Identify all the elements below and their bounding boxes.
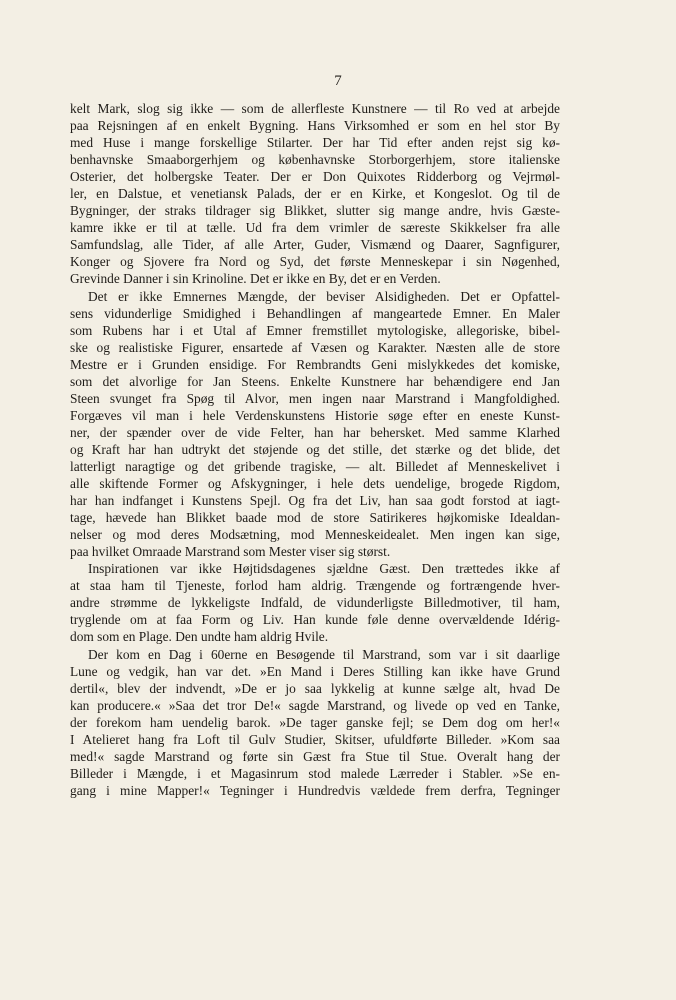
text-line: ske og realistiske Figurer, ensartede af Væsen og Karakter. Næsten alle de store [70, 339, 560, 355]
text-line: dertil«, blev der indvendt, »De er jo saa lykkelig at kunne sælge alt, hvad De [70, 680, 560, 696]
text-line: Der kom en Dag i 60erne en Besøgende til Marstrand, som var i sit daarlige [88, 646, 560, 662]
text-line: benhavnske Smaaborgerhjem og københavnske Storborgerhjem, store italienske [70, 152, 560, 168]
text-line: Billeder i Mængde, i et Magasinrum stod malede Lærreder i Stabler. »Se en- [70, 765, 560, 781]
text-line: ler, en Dalstue, et venetiansk Palads, der er en Kirke, et Kongeslot. Og til de [70, 186, 560, 202]
text-line: har han indfanget i Kunstens Spejl. Og fra det Liv, han saa godt forstod at iagt- [70, 493, 560, 509]
text-line: som det alvorlige for Jan Steens. Enkelte Kunstnere har behændigere end Jan [70, 373, 560, 389]
text-line: der forekom ham uendelig barok. »De tager ganske fejl; se Dem dog om her!« [70, 714, 560, 730]
text-line: ner, der spænder over de vide Felter, han har behersket. Med samme Klarhed [70, 424, 560, 440]
text-line: Inspirationen var ikke Højtidsdagenes sjældne Gæst. Den trættedes ikke af [88, 561, 560, 577]
text-line: som Rubens har i et Utal af Emner fremstillet mytologiske, allegoriske, bibel- [70, 322, 560, 338]
text-line: Samfundslag, alle Tider, af alle Arter, Guder, Vismænd og Daarer, Sagnfigurer, [70, 237, 560, 253]
text-line: kan producere.« »Saa det tror De!« sagde Marstrand, og livede op ved en Tanke, [70, 697, 560, 713]
text-line: tryglende om at faa Form og Liv. Han kunde føle denne overvældende Idérig- [70, 612, 560, 628]
text-line: Lune og vedgik, han var det. »En Mand i Deres Stilling kan ikke have Grund [70, 663, 560, 679]
text-line: Forgæves vil man i hele Verdenskunstens Historie søge efter en eneste Kunst- [70, 407, 560, 423]
text-line: tage, hævede han Blikket baade mod de store Satirikeres højkomiske Idealdan- [70, 510, 560, 526]
text-line: Konger og Sjovere fra Nord og Syd, det første Menneskepar i sin Nøgenhed, [70, 254, 560, 270]
text-line: Mestre er i Grunden ensidige. For Rembrandts Geni mislykkedes det komiske, [70, 356, 560, 372]
text-line: Osterier, det holbergske Teater. Der er Don Quixotes Ridderborg og Vejrmøl- [70, 169, 560, 185]
text-line: med!« sagde Marstrand og førte sin Gæst fra Stue til Stue. Overalt hang der [70, 748, 560, 764]
page-number: 7 [334, 73, 342, 89]
text-line: latterligt naragtige og det gribende tragiske, — alt. Billedet af Menneskelivet i [70, 458, 560, 474]
text-line: gang i mine Mapper!« Tegninger i Hundredvis vældede frem derfra, Tegninger [70, 782, 560, 798]
text-line: Steen svunget fra Spøg til Alvor, men ingen naar Marstrand i Mangfoldighed. [70, 390, 560, 406]
text-line: nelser og mod deres Modsætning, mod Menneskeidealet. Men ingen kan sige, [70, 527, 560, 543]
text-line: kamre ikke er til at tælle. Ud fra dem vrimler de særeste Skikkelser fra alle [70, 220, 560, 236]
body-text [70, 100, 560, 799]
text-line: paa hvilket Omraade Marstrand som Mester viser sig størst. [70, 544, 391, 560]
text-line: andre strømme de lykkeligste Indfald, de vidunderligste Billedmotiver, til ham, [70, 595, 560, 611]
text-line: Grevinde Danner i sin Krinoline. Det er ikke en By, det er en Verden. [70, 271, 441, 287]
text-line: I Atelieret hang fra Loft til Gulv Studier, Skitser, ufuldførte Billeder. »Kom saa [70, 731, 560, 747]
text-line: dom som en Plage. Den undte ham aldrig Hvile. [70, 629, 329, 645]
text-line: Bygninger, der straks tildrager sig Blikket, slutter sig mange andre, hvis Gæste- [70, 203, 560, 219]
text-line: med Huse i mange forskellige Stilarter. Der har Tid efter anden rejst sig kø- [70, 135, 560, 151]
text-line: kelt Mark, slog sig ikke — som de allerfleste Kunstnere — til Ro ved at arbejde [70, 101, 560, 116]
text-line: at staa ham til Tjeneste, forlod ham aldrig. Trængende og fortrængende hver- [70, 578, 560, 594]
text-line: paa Rejsningen af en enkelt Bygning. Hans Virksomhed er som en hel stor By [70, 118, 560, 134]
text-line: og Kraft har han udtrykt det støjende og det stille, det stærke og det blide, det [70, 441, 560, 457]
text-line: Det er ikke Emnernes Mængde, der beviser Alsidigheden. Det er Opfattel- [88, 288, 560, 304]
text-line: alle skiftende Former og Afskygninger, i hele dets uendelige, brogede Rigdom, [70, 476, 560, 492]
text-line: sens vidunderlige Smidighed i Behandlingen af mangeartede Emner. En Maler [70, 305, 560, 321]
